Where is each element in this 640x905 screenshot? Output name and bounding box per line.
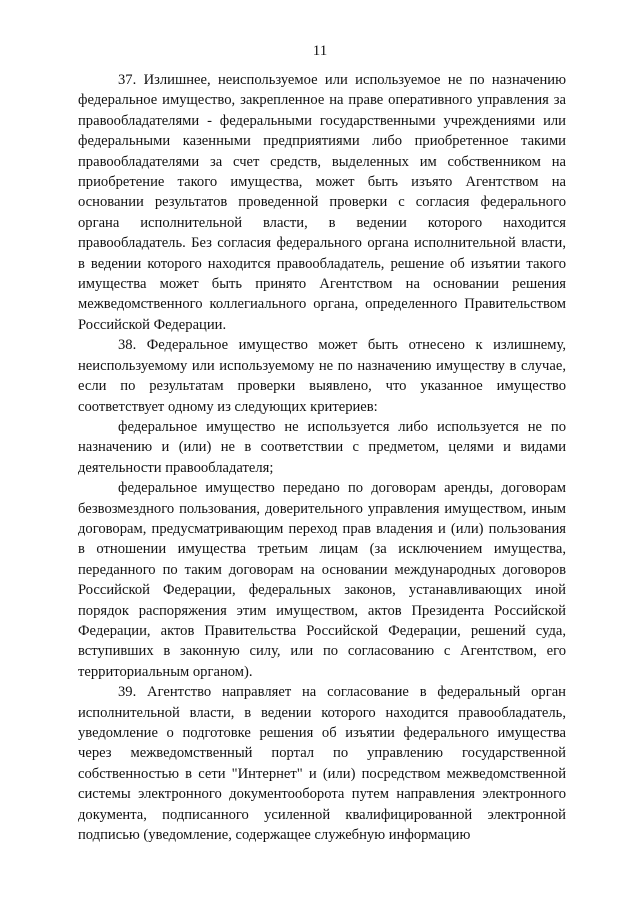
paragraph-39: 39. Агентство направляет на согласование в федеральный орган исполнительной власти, в ведении которого находится правообладатель, уведомление о подготовке решения об изъятии федерального имущества через межведомственный портал по управлению государственной собственностью в сети "Интернет" и (или) посредством межведомственной системы электронного документооборота путем направления электронного документа, подписанного усиленной квалифицированной электронной подписью (уведомление, содержащее служебную информацию	[78, 684, 566, 844]
paragraph-37: 37. Излишнее, неиспользуемое или используемое не по назначению федеральное имущество, закрепленное на праве оперативного управления за правообладателями - федеральными государственными учреждениями или федеральными казенными предприятиями либо приобретенное такими правообладателями за счет средств, выделенных им собственником на приобретение такого имущества, может быть изъято Агентством на основании результатов проведенной проверки с согласия федерального органа исполнительной власти, в ведении которого находится правообладатель. Без согласия федерального органа исполнительной власти, в ведении которого находится правообладатель, решение об изъятии такого имущества может быть принято Агентством на основании решения межведомственного коллегиального органа, определенного Правительством Российской Федерации.	[78, 72, 566, 333]
criterion-transferred: федеральное имущество передано по договорам аренды, договорам безвозмездного пользования, доверительного управления имуществом, иным договорам, предусматривающим переход прав владения и (или) пользования в отношении имущества третьим лицам (за исключением имущества, переданного по таким договорам на основании международных договоров Российской Федерации, федеральных законов, устанавливающих иной порядок распоряжения этим имуществом, актов Президента Российской Федерации, актов Правительства Российской Федерации, решений суда, вступивших в законную силу, или по согласованию с Агентством, его территориальным органом).	[78, 480, 566, 680]
document-body	[78, 70, 566, 845]
paragraph-38: 38. Федеральное имущество может быть отнесено к излишнему, неиспользуемому или используемому не по назначению имуществу в случае, если по результатам проверки выявлено, что указанное имущество соответствует одному из следующих критериев:	[78, 337, 566, 415]
criterion-not-used: федеральное имущество не используется либо используется не по назначению и (или) не в соответствии с предметом, целями и видами деятельности правообладателя;	[78, 418, 566, 476]
page-number: 11	[312, 43, 328, 59]
